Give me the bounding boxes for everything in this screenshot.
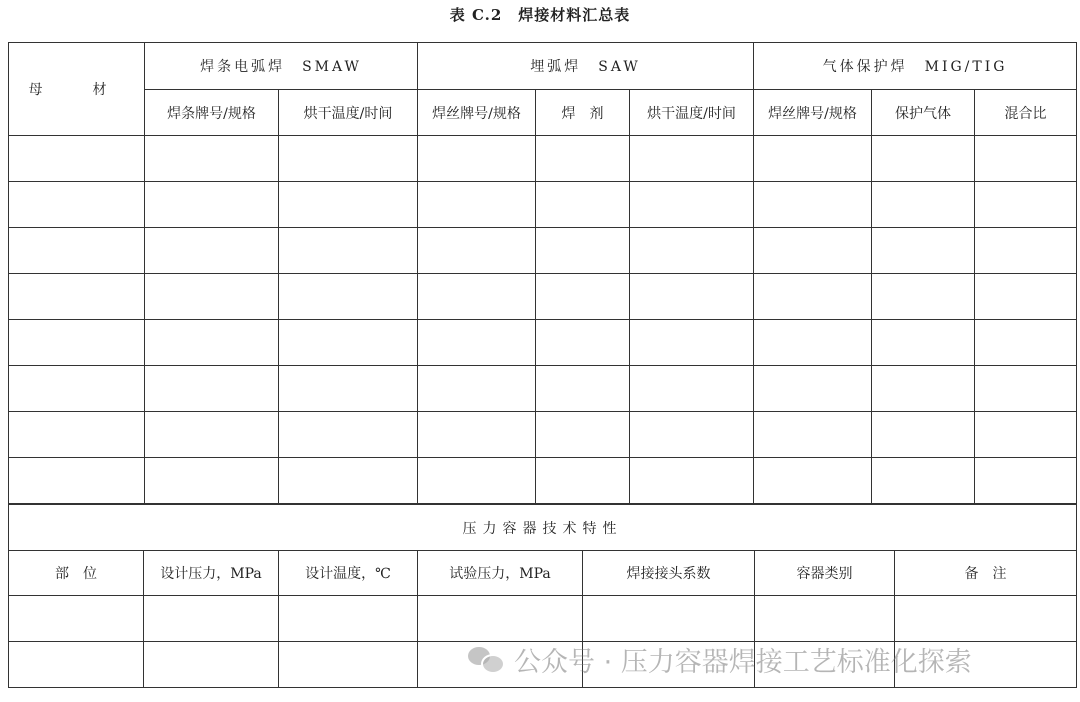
empty-cell[interactable] <box>536 458 630 504</box>
empty-cell[interactable] <box>754 458 872 504</box>
empty-cell[interactable] <box>630 228 754 274</box>
empty-cell[interactable] <box>754 412 872 458</box>
empty-cell[interactable] <box>418 320 536 366</box>
empty-cell[interactable] <box>975 136 1077 182</box>
empty-cell[interactable] <box>418 136 536 182</box>
empty-cell[interactable] <box>418 412 536 458</box>
empty-cell[interactable] <box>872 320 975 366</box>
empty-cell[interactable] <box>975 182 1077 228</box>
empty-cell[interactable] <box>145 136 279 182</box>
saw-wire-header: 焊丝牌号/规格 <box>418 90 536 136</box>
empty-cell[interactable] <box>418 366 536 412</box>
wechat-icon <box>468 645 504 675</box>
empty-cell[interactable] <box>418 228 536 274</box>
empty-cell[interactable] <box>895 596 1077 642</box>
table-row <box>9 136 1077 182</box>
empty-cell[interactable] <box>9 320 145 366</box>
tech-header-design-temperature: 设计温度，℃ <box>279 551 418 596</box>
empty-cell[interactable] <box>279 228 418 274</box>
empty-cell[interactable] <box>975 412 1077 458</box>
empty-cell[interactable] <box>145 182 279 228</box>
empty-cell[interactable] <box>754 228 872 274</box>
table-row <box>9 596 1077 642</box>
empty-cell[interactable] <box>418 274 536 320</box>
empty-cell[interactable] <box>872 182 975 228</box>
empty-cell[interactable] <box>975 228 1077 274</box>
empty-cell[interactable] <box>279 412 418 458</box>
empty-cell[interactable] <box>418 458 536 504</box>
empty-cell[interactable] <box>145 366 279 412</box>
empty-cell[interactable] <box>9 458 145 504</box>
empty-cell[interactable] <box>975 458 1077 504</box>
empty-cell[interactable] <box>145 320 279 366</box>
watermark-text: 公众号 · 压力容器焊接工艺标准化探索 <box>514 647 972 678</box>
mig-wire-header: 焊丝牌号/规格 <box>754 90 872 136</box>
empty-cell[interactable] <box>145 274 279 320</box>
smaw-electrode-header: 焊条牌号/规格 <box>145 90 279 136</box>
empty-cell[interactable] <box>630 274 754 320</box>
empty-cell[interactable] <box>145 228 279 274</box>
smaw-group-header: 焊条电弧焊 SMAW <box>145 43 418 90</box>
empty-cell[interactable] <box>872 136 975 182</box>
empty-cell[interactable] <box>536 412 630 458</box>
empty-cell[interactable] <box>418 182 536 228</box>
saw-flux-header: 焊 剂 <box>536 90 630 136</box>
empty-cell[interactable] <box>9 182 145 228</box>
empty-cell[interactable] <box>754 366 872 412</box>
mig-mix-ratio-header: 混合比 <box>975 90 1077 136</box>
empty-cell[interactable] <box>754 136 872 182</box>
vessel-tech-banner: 压力容器技术特性 <box>9 505 1077 551</box>
empty-cell[interactable] <box>755 596 895 642</box>
table-row <box>9 366 1077 412</box>
empty-cell[interactable] <box>9 412 145 458</box>
empty-cell[interactable] <box>975 320 1077 366</box>
empty-cell[interactable] <box>754 182 872 228</box>
welding-materials-table <box>8 42 1077 504</box>
empty-cell[interactable] <box>9 596 144 642</box>
empty-cell[interactable] <box>630 136 754 182</box>
tech-header-vessel-category: 容器类别 <box>755 551 895 596</box>
mig-tig-group-header: 气体保护焊 MIG/TIG <box>754 43 1077 90</box>
empty-cell[interactable] <box>279 182 418 228</box>
empty-cell[interactable] <box>975 366 1077 412</box>
watermark <box>468 640 972 679</box>
empty-cell[interactable] <box>145 412 279 458</box>
empty-cell[interactable] <box>536 228 630 274</box>
empty-cell[interactable] <box>279 366 418 412</box>
empty-cell[interactable] <box>418 596 583 642</box>
empty-cell[interactable] <box>279 458 418 504</box>
empty-cell[interactable] <box>536 136 630 182</box>
empty-cell[interactable] <box>583 596 755 642</box>
empty-cell[interactable] <box>9 642 144 688</box>
empty-cell[interactable] <box>536 366 630 412</box>
empty-cell[interactable] <box>630 412 754 458</box>
empty-cell[interactable] <box>630 366 754 412</box>
welding-materials-body <box>9 136 1077 504</box>
table-row <box>9 182 1077 228</box>
table-title: 表 C.2 焊接材料汇总表 <box>449 6 631 24</box>
empty-cell[interactable] <box>872 458 975 504</box>
empty-cell[interactable] <box>145 458 279 504</box>
table-row <box>9 228 1077 274</box>
empty-cell[interactable] <box>536 320 630 366</box>
empty-cell[interactable] <box>279 320 418 366</box>
empty-cell[interactable] <box>279 596 418 642</box>
empty-cell[interactable] <box>872 412 975 458</box>
tech-header-test-pressure: 试验压力，MPa <box>418 551 583 596</box>
empty-cell[interactable] <box>536 182 630 228</box>
empty-cell[interactable] <box>279 274 418 320</box>
table-row <box>9 274 1077 320</box>
table-row <box>9 320 1077 366</box>
empty-cell[interactable] <box>9 228 145 274</box>
empty-cell[interactable] <box>872 366 975 412</box>
empty-cell[interactable] <box>9 274 145 320</box>
saw-group-header: 埋弧焊 SAW <box>418 43 754 90</box>
tech-header-joint-efficiency: 焊接接头系数 <box>583 551 755 596</box>
empty-cell[interactable] <box>872 228 975 274</box>
empty-cell[interactable] <box>536 274 630 320</box>
smaw-drying-header: 烘干温度/时间 <box>279 90 418 136</box>
empty-cell[interactable] <box>9 366 145 412</box>
tech-header-remarks: 备 注 <box>895 551 1077 596</box>
tech-header-location: 部 位 <box>9 551 144 596</box>
empty-cell[interactable] <box>144 596 279 642</box>
tech-header-design-pressure: 设计压力，MPa <box>144 551 279 596</box>
empty-cell[interactable] <box>975 274 1077 320</box>
empty-cell[interactable] <box>754 274 872 320</box>
empty-cell[interactable] <box>754 320 872 366</box>
empty-cell[interactable] <box>872 274 975 320</box>
empty-cell[interactable] <box>630 320 754 366</box>
parent-material-header: 母 材 <box>9 43 145 136</box>
empty-cell[interactable] <box>630 458 754 504</box>
saw-drying-header: 烘干温度/时间 <box>630 90 754 136</box>
empty-cell[interactable] <box>144 642 279 688</box>
empty-cell[interactable] <box>279 136 418 182</box>
empty-cell[interactable] <box>9 136 145 182</box>
mig-gas-header: 保护气体 <box>872 90 975 136</box>
table-row <box>9 412 1077 458</box>
empty-cell[interactable] <box>279 642 418 688</box>
empty-cell[interactable] <box>630 182 754 228</box>
table-row <box>9 458 1077 504</box>
